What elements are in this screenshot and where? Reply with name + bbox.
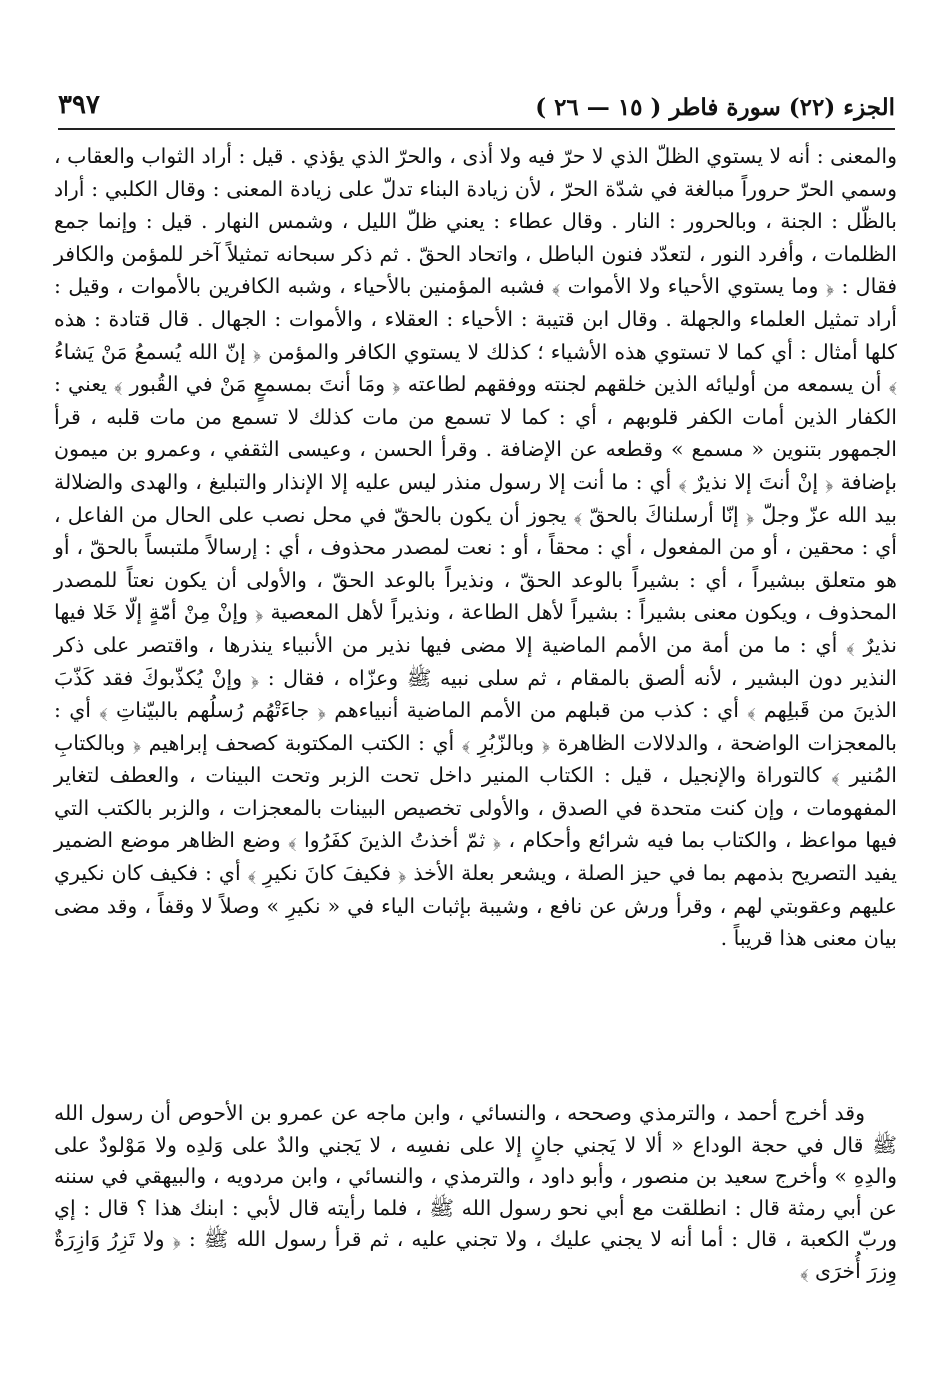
hadith-paragraph: وقد أخرج أحمد ، والترمذي وصححه ، والنسائي ، وابن ماجه عن عمرو بن الأحوص أن رسول الله ﷺ قال في حجة الوداع « ألا لا يَجني جانٍ إلا على نفسِه ، لا يَجني والدٌ على وَلدِه ولا مَوْلودٌ على والدِهِ » وأخرج سعيد بن منصور ، وأبو داود ، والترمذي ، والنسائي ، وابن مردويه ، والبيهقي في سننه عن أبي رمثة قال : انطلقت مع أبي نحو رسول الله ﷺ ، فلما رأيته قال لأبي : ابنك هذا ؟ قال : إي وربّ الكعبة ، قال : أما أنه لا يجني عليك ، ولا تجني عليه ، ثم قرأ رسول الله ﷺ : ﴿ ولا تَزِرُ وَازِرَةٌ وِزرَ أُخرَى ﴾ [54,1101,897,1283]
commentary-paragraph: والمعنى : أنه لا يستوي الظلّ الذي لا حرّ فيه ولا أذى ، والحرّ الذي يؤذي . قيل : أراد الثواب والعقاب ، وسمي الحرّ حروراً مبالغة في شدّة الحرّ ، لأن زيادة البناء تدلّ على زيادة المعنى : وقال الكلبي : أراد بالظّل : الجنة ، وبالحرور : النار . وقال عطاء : يعني ظلّ الليل ، وشمس النهار . قيل : وإنما جمع الظلمات ، وأفرد النور ، لتعدّد فنون الباطل ، واتحاد الحقّ . ثم ذكر سبحانه تمثيلاً آخر للمؤمن والكافر فقال : ﴿ وما يستوي الأحياء ولا الأموات ﴾ فشبه المؤمنين بالأحياء ، وشبه الكافرين بالأموات ، وقيل : أراد تمثيل العلماء والجهلة . وقال ابن قتيبة : الأحياء : العقلاء ، والأموات : الجهال . قال قتادة : هذه كلها أمثال : أي كما لا تستوي هذه الأشياء ؛ كذلك لا يستوي الكافر والمؤمن ﴿ إنّ الله يُسمعُ مَنْ يَشاءُ ﴾ أن يسمعه من أوليائه الذين خلقهم لجنته ووفقهم لطاعته ﴿ ومَا أنتَ بمسمعٍ مَنْ في القُبور ﴾ يعني : الكفار الذين أمات الكفر قلوبهم ، أي : كما لا تسمع من مات كذلك لا تسمع من مات قلبه ، قرأ الجمهور بتنوين « مسمع » وقطعه عن الإضافة . وقرأ الحسن ، وعيسى الثقفي ، وعمرو بن ميمون بإضافة ﴿ إنْ أنتَ إلا نذيرٌ ﴾ أي : ما أنت إلا رسول منذر ليس عليه إلا الإنذار والتبليغ ، والهدى والضلالة بيد الله عزّ وجلّ ﴿ إنّا أرسلناكَ بالحقّ ﴾ يجوز أن يكون بالحقّ في محل نصب على الحال من الفاعل ، أي : محقين ، أو من المفعول ، أي : محقاً ، أو : نعت لمصدر محذوف ، أي : إرسالاً ملتبساً بالحقّ ، أو هو متعلق ببشيراً ، أي : بشيراً بالوعد الحقّ ، ونذيراً بالوعد الحقّ ، والأولى أن يكون نعتاً للمصدر المحذوف ، ويكون معنى بشيراً : بشيراً لأهل الطاعة ، ونذيراً لأهل المعصية ﴿ وإنْ مِنْ أمّةٍ إلّا خَلا فيها نذيرٌ ﴾ أي : ما من أمة من الأمم الماضية إلا مضى فيها نذير من الأنبياء ينذرها ، واقتصر على ذكر النذير دون البشير ، لأنه ألصق بالمقام ، ثم سلى نبيه ﷺ وعزّاه ، فقال : ﴿ وإنْ يُكذّبوكَ فقد كَذّبَ الذينَ من قَبلِهم ﴾ أي : كذب من قبلهم من الأمم الماضية أنبياءهم ﴿ جاءَتْهُم رُسلُهم بالبيّناتِ ﴾ أي : بالمعجزات الواضحة ، والدلالات الظاهرة ﴿ وبالزّبُرِ ﴾ أي : الكتب المكتوبة كصحف إبراهيم ﴿ وبالكتابِ المُنير ﴾ كالتوراة والإنجيل ، قيل : الكتاب المنير داخل تحت الزبر وتحت البينات ، والعطف لتغاير المفهومات ، وإن كنت متحدة في الصدق ، والأولى تخصيص البينات بالمعجزات ، والزبر بالكتب التي فيها مواعظ ، والكتاب بما فيه شرائع وأحكام ، ﴿ ثمّ أخذتُ الذينَ كفَرُوا ﴾ وضع الظاهر موضع الضمير يفيد التصريح بذمهم بما في حيز الصلة ، ويشعر بعلة الأخذ ﴿ فكيفَ كانَ نكيرِ ﴾ أي : فكيف كان نكيري عليهم وعقوبتي لهم ، وقرأ ورش عن نافع ، وشيبة بإثبات الياء في « نكيرِ » وصلاً لا وقفاً ، وقد مضى بيان معنى هذا قريباً . [54,144,897,951]
page-number: ٣٩٧ [58,90,100,120]
running-title: الجزء (٢٢) سورة فاطر ( ١٥ — ٢٦ ) [535,94,895,121]
hadith-section [54,1098,897,1287]
page-header [58,88,895,130]
commentary-section [54,140,897,955]
